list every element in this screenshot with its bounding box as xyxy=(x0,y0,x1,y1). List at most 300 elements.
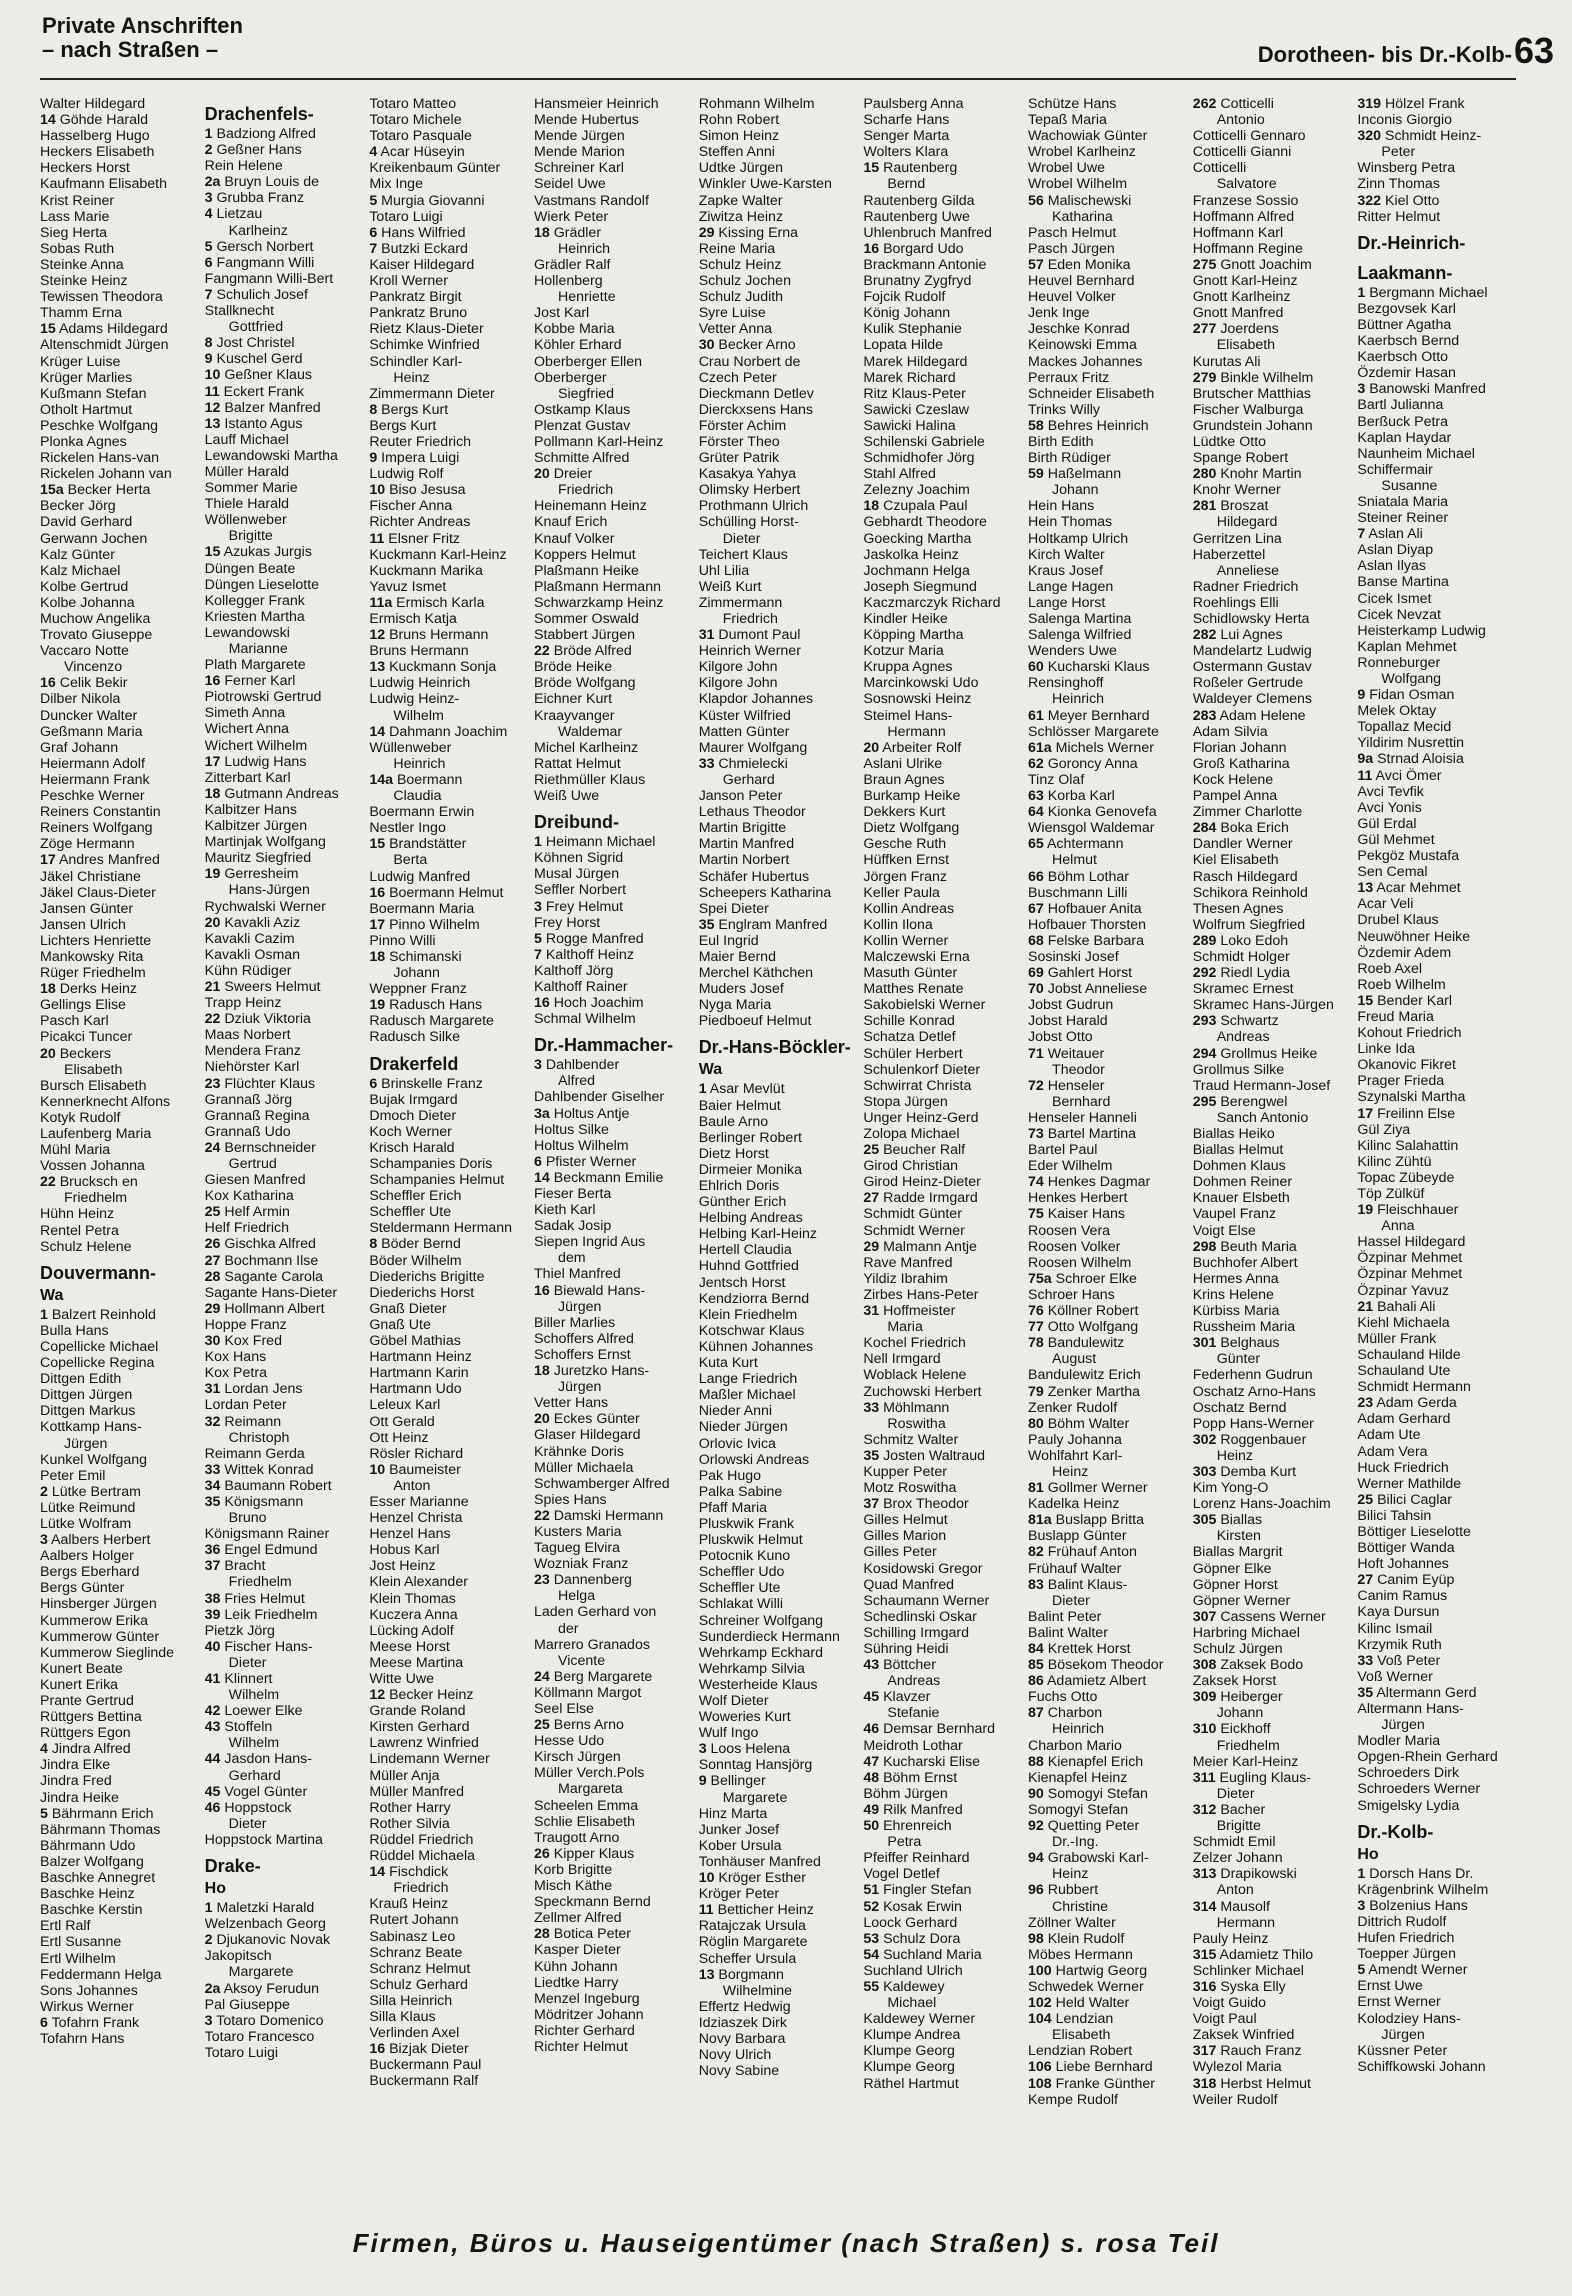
directory-entry: Rychwalski Werner xyxy=(204,898,326,915)
entry-continuation: Jürgen xyxy=(64,1435,108,1452)
house-number: 1 xyxy=(534,834,542,851)
house-number: 307 xyxy=(1192,1608,1217,1625)
directory-entry: Somogyi Stefan xyxy=(1028,1801,1129,1818)
directory-entry: Stopa Jürgen xyxy=(863,1093,948,1110)
directory-entry: Adam Ute xyxy=(1357,1427,1421,1444)
directory-entry: 277 Joerdens xyxy=(1192,321,1279,338)
column-5 xyxy=(699,96,858,2206)
directory-entry: Schranz Helmut xyxy=(369,1960,471,1977)
directory-entry: Jindra Elke xyxy=(40,1757,111,1774)
directory-entry: Bergs Eberhard xyxy=(40,1564,140,1581)
directory-entry: Picakci Tuncer xyxy=(40,1029,133,1046)
directory-entry: Steffen Anni xyxy=(698,144,775,161)
house-number: 31 xyxy=(863,1303,880,1320)
directory-entry: Lichters Henriette xyxy=(40,932,152,949)
house-number: 17 xyxy=(369,916,386,933)
directory-entry: Gilles Helmut xyxy=(863,1512,948,1529)
directory-entry: Schneider Elisabeth xyxy=(1028,385,1155,402)
entry-continuation: August xyxy=(1052,1351,1097,1368)
house-number: 295 xyxy=(1192,1093,1217,1110)
directory-entry: Meese Horst xyxy=(369,1638,450,1655)
house-number: 20 xyxy=(40,1045,56,1062)
directory-entry: Perraux Fritz xyxy=(1028,369,1110,386)
directory-entry: 10 Geßner Klaus xyxy=(204,367,312,384)
entry-continuation: Katharina xyxy=(1052,208,1113,225)
house-number: 61 xyxy=(1028,707,1044,724)
directory-entry: Helbing Karl-Heinz xyxy=(698,1226,817,1243)
directory-entry: Eichner Kurt xyxy=(534,691,613,708)
directory-entry: Bulla Hans xyxy=(40,1322,109,1339)
directory-entry: Kobbe Maria xyxy=(534,321,615,338)
directory-entry: Kotzur Maria xyxy=(863,643,944,660)
directory-entry: Schaumann Werner xyxy=(863,1592,990,1609)
directory-entry: Meier Karl-Heinz xyxy=(1192,1753,1299,1770)
house-number: 16 xyxy=(369,2041,386,2058)
directory-entry: Banse Martina xyxy=(1357,574,1449,591)
directory-entry: Helf Friedrich xyxy=(204,1220,290,1237)
directory-entry: Zöge Hermann xyxy=(40,836,135,853)
directory-entry: 16 Borgard Udo xyxy=(863,240,964,257)
directory-entry: 1 Asar Mevlüt xyxy=(698,1081,785,1098)
directory-entry: Lange Hagen xyxy=(1028,578,1114,595)
directory-entry: Grüter Patrik xyxy=(698,450,780,467)
directory-entry: Kühnen Johannes xyxy=(698,1338,814,1355)
directory-entry: 5 Amendt Werner xyxy=(1357,1962,1468,1979)
house-number: 72 xyxy=(1028,1077,1044,1094)
directory-entry: Altermann Hans- xyxy=(1357,1701,1464,1717)
house-number: 23 xyxy=(1357,1395,1374,1412)
directory-entry: 11 Betticher Heinz xyxy=(698,1902,814,1919)
directory-entry: 6 Tofahrn Frank xyxy=(40,2014,140,2031)
directory-entry: Kuckmann Karl-Heinz xyxy=(369,546,507,563)
directory-entry: Kienapfel Heinz xyxy=(1028,1769,1128,1786)
directory-entry: Spange Robert xyxy=(1192,450,1289,467)
directory-entry: Hofbauer Thorsten xyxy=(1028,916,1147,933)
directory-entry: Teichert Klaus xyxy=(698,546,788,563)
directory-entry: Kindler Heike xyxy=(863,611,948,627)
house-number: 14 xyxy=(534,1169,550,1186)
directory-entry: Mühl Maria xyxy=(40,1142,111,1159)
directory-entry: Girod Christian xyxy=(863,1158,958,1175)
entry-continuation: Anna xyxy=(1381,1218,1415,1235)
directory-entry: Witte Uwe xyxy=(369,1671,434,1687)
entry-continuation: Anton xyxy=(1216,1882,1254,1899)
directory-entry: Jindra Fred xyxy=(40,1773,112,1790)
directory-entry: Scheffler Udo xyxy=(698,1564,785,1581)
house-number: 311 xyxy=(1192,1769,1216,1786)
directory-entry: Freud Maria xyxy=(1357,1008,1434,1025)
directory-entry: Buchhofer Albert xyxy=(1192,1254,1298,1271)
directory-entry: 10 Biso Jesusa xyxy=(369,482,466,499)
house-number: 13 xyxy=(204,415,221,432)
directory-entry: 86 Adamietz Albert xyxy=(1028,1673,1147,1690)
house-number: 11 xyxy=(698,1902,714,1919)
directory-entry: Schwirrat Christa xyxy=(863,1077,972,1094)
directory-entry: Ermisch Katja xyxy=(369,611,457,627)
house-number: 28 xyxy=(534,1926,550,1943)
directory-entry: 1 Heimann Michael xyxy=(534,834,656,851)
directory-entry: Bergs Günter xyxy=(40,1580,125,1597)
directory-entry: 49 Rilk Manfred xyxy=(863,1801,963,1818)
directory-entry: 17 Andres Manfred xyxy=(40,852,160,869)
entry-continuation: Johann xyxy=(393,965,440,982)
directory-entry: Szynalski Martha xyxy=(1357,1089,1466,1106)
directory-entry: Winsberg Petra xyxy=(1357,160,1456,177)
directory-entry: Brutscher Matthias xyxy=(1192,385,1311,402)
house-number: 42 xyxy=(204,1703,221,1720)
directory-entry: Jost Heinz xyxy=(369,1558,436,1575)
directory-entry: Dandler Werner xyxy=(1192,836,1293,853)
directory-entry: 3 Bolzenius Hans xyxy=(1357,1897,1468,1914)
house-number: 312 xyxy=(1192,1801,1217,1818)
directory-entry: 28 Botica Peter xyxy=(534,1926,632,1943)
directory-entry: Schreiner Wolfgang xyxy=(698,1612,824,1629)
directory-entry: Kurutas Ali xyxy=(1192,353,1261,370)
house-number: 86 xyxy=(1028,1673,1044,1690)
entry-continuation: Andreas xyxy=(887,1673,941,1690)
directory-entry: Totaro Michele xyxy=(369,112,462,129)
directory-entry: 15 Bender Karl xyxy=(1357,992,1453,1009)
directory-entry: Kollin Andreas xyxy=(863,900,955,917)
directory-entry: 315 Adamietz Thilo xyxy=(1192,1946,1314,1963)
directory-entry: Wozniak Franz xyxy=(534,1556,629,1573)
directory-entry: Kolbe Johanna xyxy=(40,594,135,611)
directory-entry: Grannaß Udo xyxy=(204,1123,291,1140)
directory-entry: Zapke Walter xyxy=(698,192,783,209)
directory-entry: Grollmus Silke xyxy=(1192,1061,1285,1078)
directory-entry: 18 Juretzko Hans- xyxy=(534,1363,650,1380)
directory-entry: Kavakli Osman xyxy=(204,946,301,963)
house-number: 25 xyxy=(1357,1491,1374,1508)
directory-entry: Mende Hubertus xyxy=(534,112,639,129)
house-number: 47 xyxy=(863,1753,880,1770)
directory-entry: Weiß Uwe xyxy=(534,788,600,805)
directory-entry: 316 Syska Elly xyxy=(1192,1978,1286,1995)
directory-entry: Pluskwik Helmut xyxy=(698,1532,803,1549)
directory-entry: Mende Marion xyxy=(534,144,625,161)
directory-entry: Modler Maria xyxy=(1357,1733,1441,1750)
directory-entry: Schiffkowski Johann xyxy=(1357,2058,1486,2075)
directory-entry: Kalthoff Jörg xyxy=(534,962,614,979)
directory-entry: Idziaszek Dirk xyxy=(698,2014,787,2031)
directory-entry: Haberzettel xyxy=(1192,546,1266,563)
house-number: 9a xyxy=(1357,751,1374,768)
directory-entry: Motz Roswitha xyxy=(863,1480,957,1497)
directory-entry: Simeth Anna xyxy=(204,705,286,722)
house-number: 12 xyxy=(204,399,221,416)
directory-entry: 30 Kox Fred xyxy=(204,1333,282,1350)
directory-entry: Jörgen Franz xyxy=(863,868,947,885)
directory-entry: Traud Hermann-Josef xyxy=(1192,1077,1331,1094)
directory-entry: 52 Kosak Erwin xyxy=(863,1898,962,1915)
directory-entry: Girod Heinz-Dieter xyxy=(863,1174,981,1191)
directory-entry: Nestler Ingo xyxy=(369,820,446,837)
directory-entry: Jobst Harald xyxy=(1028,1013,1108,1030)
house-number: 1 xyxy=(40,1306,48,1323)
house-number: 16 xyxy=(204,673,221,690)
directory-entry: 104 Lendzian xyxy=(1028,2011,1114,2028)
entry-continuation: Jürgen xyxy=(558,1379,602,1396)
directory-entry: Frey Horst xyxy=(534,914,601,931)
directory-entry: Göpner Werner xyxy=(1192,1592,1291,1609)
directory-entry: Scheelen Emma xyxy=(534,1797,639,1814)
directory-entry: Lethaus Theodor xyxy=(698,804,806,821)
entry-continuation: Gerhard xyxy=(722,771,775,788)
directory-entry: Maurer Wolfgang xyxy=(698,739,808,756)
directory-entry: 68 Felske Barbara xyxy=(1028,932,1144,949)
directory-entry: Aslan Diyap xyxy=(1357,542,1434,559)
directory-entry: Czech Peter xyxy=(698,369,777,386)
directory-entry: Weiß Kurt xyxy=(698,578,762,595)
directory-entry: Copellicke Regina xyxy=(40,1355,155,1372)
entry-continuation: Maria xyxy=(887,1319,923,1336)
directory-entry: Köpping Martha xyxy=(863,627,964,644)
directory-entry: Kiehl Michaela xyxy=(1357,1314,1450,1331)
house-number: 81 xyxy=(1028,1480,1044,1497)
directory-entry: Buckermann Ralf xyxy=(369,2073,479,2090)
house-number: 2a xyxy=(204,174,221,191)
directory-entry: 7 Butzki Eckard xyxy=(369,240,468,257)
directory-entry: Hartmann Udo xyxy=(369,1381,462,1398)
house-number: 310 xyxy=(1192,1721,1217,1738)
directory-entry: Jochmann Helga xyxy=(863,562,970,579)
directory-entry: Groß Katharina xyxy=(1192,755,1290,772)
house-number: 9 xyxy=(204,351,213,368)
directory-entry: 282 Lui Agnes xyxy=(1192,627,1283,644)
directory-entry: 18 Schimanski xyxy=(369,948,462,965)
directory-entry: Heinemann Heinz xyxy=(534,498,647,515)
directory-entry: Müller Harald xyxy=(204,463,290,480)
directory-entry: Wrobel Karlheinz xyxy=(1028,144,1136,161)
entry-continuation: Anneliese xyxy=(1216,562,1280,579)
directory-entry: 1 Bergmann Michael xyxy=(1357,284,1488,301)
directory-entry: Lange Horst xyxy=(1028,594,1106,611)
directory-entry: Rautenberg Uwe xyxy=(863,208,970,225)
entry-continuation: Günter xyxy=(1216,1351,1261,1368)
footer-note: Firmen, Büros u. Hauseigentümer (nach Straßen) s. rosa Teil xyxy=(352,2228,1220,2258)
entry-continuation: Gertrud xyxy=(228,1156,277,1172)
directory-entry: Hobus Karl xyxy=(369,1542,440,1559)
directory-entry: Adam Silvia xyxy=(1192,723,1268,740)
directory-entry: Spei Dieter xyxy=(698,900,769,917)
directory-entry: Totaro Matteo xyxy=(369,96,457,112)
directory-entry: Kalthoff Rainer xyxy=(534,978,628,995)
house-number: 62 xyxy=(1028,755,1044,772)
directory-entry: Kavakli Cazim xyxy=(204,930,295,947)
house-number: 20 xyxy=(204,914,221,931)
directory-entry: Pal Giuseppe xyxy=(204,1996,290,2013)
directory-entry: Oschatz Arno-Hans xyxy=(1192,1383,1316,1400)
directory-entry: 308 Zaksek Bodo xyxy=(1192,1657,1304,1674)
directory-entry: Plonka Agnes xyxy=(40,433,127,450)
directory-entry: Marcinkowski Udo xyxy=(863,675,979,692)
house-number: 55 xyxy=(863,1978,880,1995)
directory-entry: 34 Baumann Robert xyxy=(204,1477,332,1494)
directory-entry: Bartl Julianna xyxy=(1357,397,1444,414)
house-number: 15 xyxy=(40,321,56,338)
directory-entry: Ernst Uwe xyxy=(1357,1978,1423,1995)
column-1 xyxy=(40,96,199,2206)
directory-entry: Scheffler Erich xyxy=(369,1188,462,1205)
directory-entry: Oberberger Ellen xyxy=(534,353,643,370)
directory-entry: 75 Kaiser Hans xyxy=(1028,1206,1126,1223)
directory-entry: Gnott Karlheinz xyxy=(1192,289,1291,306)
directory-entry: Pasch Helmut xyxy=(1028,224,1117,241)
directory-entry: Fischer Anna xyxy=(369,498,453,515)
directory-entry: Krzymik Ruth xyxy=(1357,1636,1442,1653)
directory-entry: Merchel Käthchen xyxy=(698,965,814,982)
entry-continuation: Elisabeth xyxy=(1216,337,1276,354)
house-number: 282 xyxy=(1192,627,1217,644)
directory-entry: Schedlinski Oskar xyxy=(863,1608,977,1625)
directory-entry: Ertl Susanne xyxy=(40,1934,122,1951)
directory-entry: Kirch Walter xyxy=(1028,546,1105,563)
directory-entry: Rasch Hildegard xyxy=(1192,868,1298,885)
directory-entry: Feddermann Helga xyxy=(40,1966,162,1983)
directory-entry: Silla Klaus xyxy=(369,2008,436,2025)
directory-entry: Kußmann Stefan xyxy=(40,385,147,402)
directory-entry: Weiler Rudolf xyxy=(1192,2091,1278,2108)
directory-entry: Köllmann Margot xyxy=(534,1684,642,1701)
directory-entry: Mendera Franz xyxy=(204,1043,301,1060)
directory-entry: Goecking Martha xyxy=(863,530,972,547)
directory-entry: 313 Drapikowski xyxy=(1192,1866,1297,1883)
entry-continuation: Roswitha xyxy=(887,1415,946,1432)
directory-entry: 3 Totaro Domenico xyxy=(204,2012,324,2029)
directory-entry: Grundstein Johann xyxy=(1192,417,1313,434)
directory-entry: Piotrowski Gertrud xyxy=(204,689,322,706)
directory-entry: Özdemir Hasan xyxy=(1357,365,1456,382)
directory-entry: 23 Dannenberg xyxy=(534,1572,632,1589)
directory-entry: 63 Korba Karl xyxy=(1028,788,1115,805)
directory-entry: 90 Somogyi Stefan xyxy=(1028,1785,1148,1802)
entry-continuation: Hermann xyxy=(887,723,946,740)
directory-entry: Fojcik Rudolf xyxy=(863,289,946,306)
directory-entry: Mackes Johannes xyxy=(1028,353,1143,370)
directory-entry: Schroeders Werner xyxy=(1357,1781,1481,1798)
directory-entry: Vaccaro Notte xyxy=(40,643,129,660)
directory-entry: Marek Hildegard xyxy=(863,353,968,370)
directory-entry: Kollin Werner xyxy=(863,932,949,949)
directory-entry: Wrobel Uwe xyxy=(1028,160,1106,177)
directory-entry: Schlösser Margarete xyxy=(1028,723,1159,740)
directory-entry: Stallknecht xyxy=(204,303,275,320)
house-number: 22 xyxy=(534,643,550,660)
directory-entry: Schulenkorf Dieter xyxy=(863,1061,981,1078)
directory-entry: Schwarzkamp Heinz xyxy=(534,594,664,611)
directory-entry: Totaro Pasquale xyxy=(369,128,472,145)
house-number: 5 xyxy=(534,930,542,947)
directory-entry: 319 Hölzel Frank xyxy=(1357,96,1465,112)
directory-entry: Schampanies Helmut xyxy=(369,1172,505,1189)
directory-entry: Lindemann Werner xyxy=(369,1751,490,1768)
house-number: 1 xyxy=(1357,1865,1366,1882)
directory-entry: Matten Günter xyxy=(698,723,790,740)
house-number: 25 xyxy=(204,1204,221,1221)
directory-entry: Sobas Ruth xyxy=(40,240,115,257)
directory-entry: Zelzer Johann xyxy=(1192,1850,1283,1867)
directory-entry: Gilles Peter xyxy=(863,1544,937,1561)
house-number: 14 xyxy=(369,1864,386,1881)
directory-entry: Bandulewitz Erich xyxy=(1028,1367,1141,1384)
house-number: 293 xyxy=(1192,1013,1217,1030)
house-number: 58 xyxy=(1028,417,1044,434)
directory-entry: Gesche Ruth xyxy=(863,836,947,853)
directory-entry: Heisterkamp Ludwig xyxy=(1357,622,1486,639)
directory-entry: Lüdtke Otto xyxy=(1192,433,1267,450)
directory-entry: Mauritz Siegfried xyxy=(204,850,312,867)
directory-entry: 35 Josten Waltraud xyxy=(863,1447,986,1464)
directory-entry: Dittrich Rudolf xyxy=(1357,1913,1447,1930)
house-number: 64 xyxy=(1028,804,1044,821)
directory-entry: Yildirim Nusrettin xyxy=(1357,735,1465,752)
entry-continuation: Brigitte xyxy=(228,528,273,545)
directory-entry: 83 Balint Klaus- xyxy=(1028,1576,1128,1593)
directory-entry: Diederichs Horst xyxy=(369,1284,475,1301)
directory-entry: Brunatny Zygfryd xyxy=(863,273,972,290)
house-number: 318 xyxy=(1192,2075,1217,2092)
house-number: 102 xyxy=(1028,1995,1052,2012)
directory-entry: Böder Wilhelm xyxy=(369,1252,462,1269)
directory-entry: Eder Wilhelm xyxy=(1028,1158,1113,1175)
directory-entry: Gerwann Jochen xyxy=(40,530,148,547)
directory-entry: Hansmeier Heinrich xyxy=(534,96,659,112)
directory-entry: 20 Dreier xyxy=(534,466,593,483)
directory-entry: Bezgovsek Karl xyxy=(1357,300,1456,317)
directory-entry: Jäkel Christiane xyxy=(40,868,141,885)
directory-entry: Ludwig Manfred xyxy=(369,868,471,885)
directory-entry: Wohlfahrt Karl- xyxy=(1028,1447,1123,1464)
house-number: 16 xyxy=(534,995,550,1012)
directory-entry: Misch Käthe xyxy=(534,1878,613,1895)
directory-entry: Niehörster Karl xyxy=(204,1059,300,1076)
directory-entry: Kraayvanger xyxy=(534,707,615,724)
directory-entry: 32 Reimann xyxy=(204,1413,282,1430)
directory-entry: Tonhäuser Manfred xyxy=(698,1853,821,1870)
column-6 xyxy=(863,96,1022,2206)
directory-entry: Hinz Marta xyxy=(698,1805,768,1822)
directory-entry: Henkes Herbert xyxy=(1028,1190,1128,1207)
directory-entry: 3 Grubba Franz xyxy=(204,190,305,207)
column-4 xyxy=(534,96,693,2206)
directory-entry: Schulz Heinz xyxy=(698,256,782,273)
directory-entry: Mix Inge xyxy=(369,176,423,193)
directory-entry: Neuwöhner Heike xyxy=(1357,928,1471,945)
directory-entry: Roeb Axel xyxy=(1357,960,1423,977)
directory-entry: Voigt Guido xyxy=(1192,1995,1267,2012)
directory-entry: Ostermann Gustav xyxy=(1192,659,1312,676)
directory-entry: Özdemir Adem xyxy=(1357,944,1452,961)
directory-entry: Fangmann Willi-Bert xyxy=(204,270,334,287)
directory-entry: Kox Petra xyxy=(204,1365,267,1382)
directory-entry: Krist Reiner xyxy=(40,192,115,209)
house-number: 22 xyxy=(534,1507,550,1524)
house-number: 5 xyxy=(40,1805,48,1822)
house-number: 100 xyxy=(1028,1962,1052,1979)
directory-entry: Wierk Peter xyxy=(534,208,609,225)
entry-continuation: Elisabeth xyxy=(64,1061,123,1078)
house-number: 11 xyxy=(369,530,385,547)
directory-entry: Menzel Ingeburg xyxy=(534,1990,640,2007)
directory-entry: Koch Werner xyxy=(369,1123,452,1140)
house-number: 3 xyxy=(698,1741,707,1758)
directory-entry: Sommer Oswald xyxy=(534,611,639,627)
directory-entry: Musal Jürgen xyxy=(534,866,620,883)
directory-entry: Avci Yonis xyxy=(1357,799,1422,816)
directory-entry: 22 Bröde Alfred xyxy=(534,643,632,660)
directory-entry: 1 Balzert Reinhold xyxy=(40,1306,156,1323)
directory-entry: Özpinar Mehmet xyxy=(1357,1250,1463,1267)
